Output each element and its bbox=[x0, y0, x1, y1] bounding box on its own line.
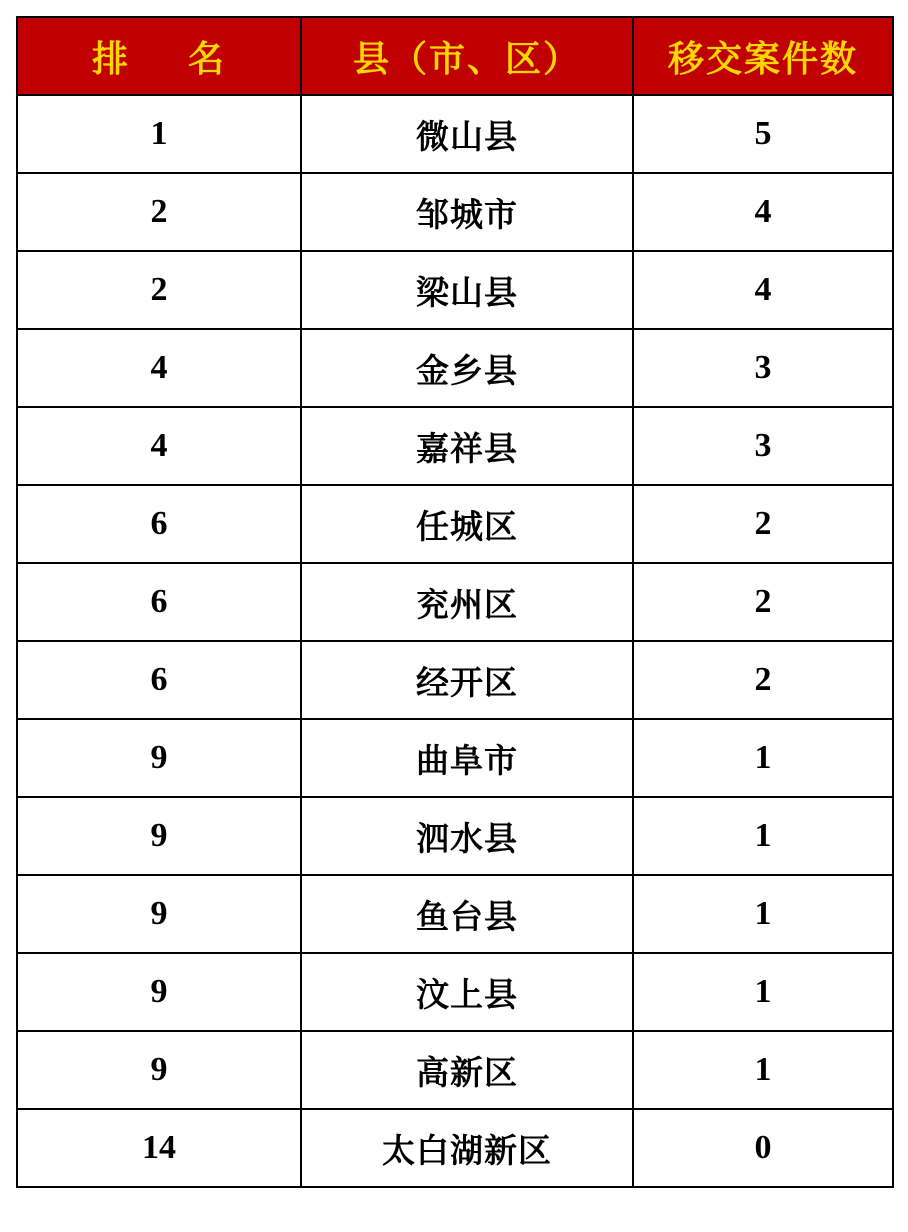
cell-count: 4 bbox=[633, 251, 893, 329]
cell-region: 曲阜市 bbox=[301, 719, 633, 797]
table-row bbox=[17, 953, 893, 1031]
cell-region: 兖州区 bbox=[301, 563, 633, 641]
header-count: 移交案件数 bbox=[633, 17, 893, 95]
cell-rank: 6 bbox=[17, 485, 301, 563]
cell-region: 梁山县 bbox=[301, 251, 633, 329]
cell-count: 1 bbox=[633, 719, 893, 797]
table-row bbox=[17, 719, 893, 797]
cell-region: 高新区 bbox=[301, 1031, 633, 1109]
header-row bbox=[17, 17, 893, 95]
cell-count: 3 bbox=[633, 329, 893, 407]
table-row bbox=[17, 173, 893, 251]
table-row bbox=[17, 485, 893, 563]
header-rank-char1: 排 bbox=[91, 37, 130, 80]
table-row bbox=[17, 1109, 893, 1187]
cell-count: 2 bbox=[633, 641, 893, 719]
cell-count: 1 bbox=[633, 953, 893, 1031]
cell-count: 1 bbox=[633, 875, 893, 953]
table-row bbox=[17, 875, 893, 953]
header-rank-char2: 名 bbox=[188, 37, 227, 80]
table-body bbox=[17, 95, 893, 1187]
cell-rank: 9 bbox=[17, 797, 301, 875]
table-header bbox=[17, 17, 893, 95]
header-rank bbox=[17, 17, 301, 95]
cell-region: 微山县 bbox=[301, 95, 633, 173]
cell-count: 5 bbox=[633, 95, 893, 173]
cell-rank: 9 bbox=[17, 953, 301, 1031]
cell-count: 2 bbox=[633, 563, 893, 641]
table-row bbox=[17, 95, 893, 173]
cell-rank: 1 bbox=[17, 95, 301, 173]
cell-region: 鱼台县 bbox=[301, 875, 633, 953]
cell-count: 3 bbox=[633, 407, 893, 485]
table-row bbox=[17, 407, 893, 485]
cell-count: 0 bbox=[633, 1109, 893, 1187]
cell-count: 1 bbox=[633, 1031, 893, 1109]
cell-rank: 2 bbox=[17, 251, 301, 329]
ranking-table bbox=[16, 16, 894, 1188]
cell-rank: 9 bbox=[17, 719, 301, 797]
cell-region: 太白湖新区 bbox=[301, 1109, 633, 1187]
cell-rank: 9 bbox=[17, 1031, 301, 1109]
cell-region: 汶上县 bbox=[301, 953, 633, 1031]
cell-region: 经开区 bbox=[301, 641, 633, 719]
cell-region: 嘉祥县 bbox=[301, 407, 633, 485]
cell-rank: 9 bbox=[17, 875, 301, 953]
cell-count: 4 bbox=[633, 173, 893, 251]
cell-rank: 14 bbox=[17, 1109, 301, 1187]
table-row bbox=[17, 641, 893, 719]
ranking-table-container bbox=[16, 16, 892, 1188]
table-row bbox=[17, 329, 893, 407]
cell-rank: 4 bbox=[17, 407, 301, 485]
cell-rank: 6 bbox=[17, 641, 301, 719]
table-row bbox=[17, 563, 893, 641]
cell-region: 邹城市 bbox=[301, 173, 633, 251]
cell-region: 任城区 bbox=[301, 485, 633, 563]
header-region: 县（市、区） bbox=[301, 17, 633, 95]
table-row bbox=[17, 797, 893, 875]
cell-region: 泗水县 bbox=[301, 797, 633, 875]
cell-count: 1 bbox=[633, 797, 893, 875]
cell-rank: 6 bbox=[17, 563, 301, 641]
cell-rank: 4 bbox=[17, 329, 301, 407]
table-row bbox=[17, 251, 893, 329]
cell-rank: 2 bbox=[17, 173, 301, 251]
table-row bbox=[17, 1031, 893, 1109]
cell-region: 金乡县 bbox=[301, 329, 633, 407]
cell-count: 2 bbox=[633, 485, 893, 563]
